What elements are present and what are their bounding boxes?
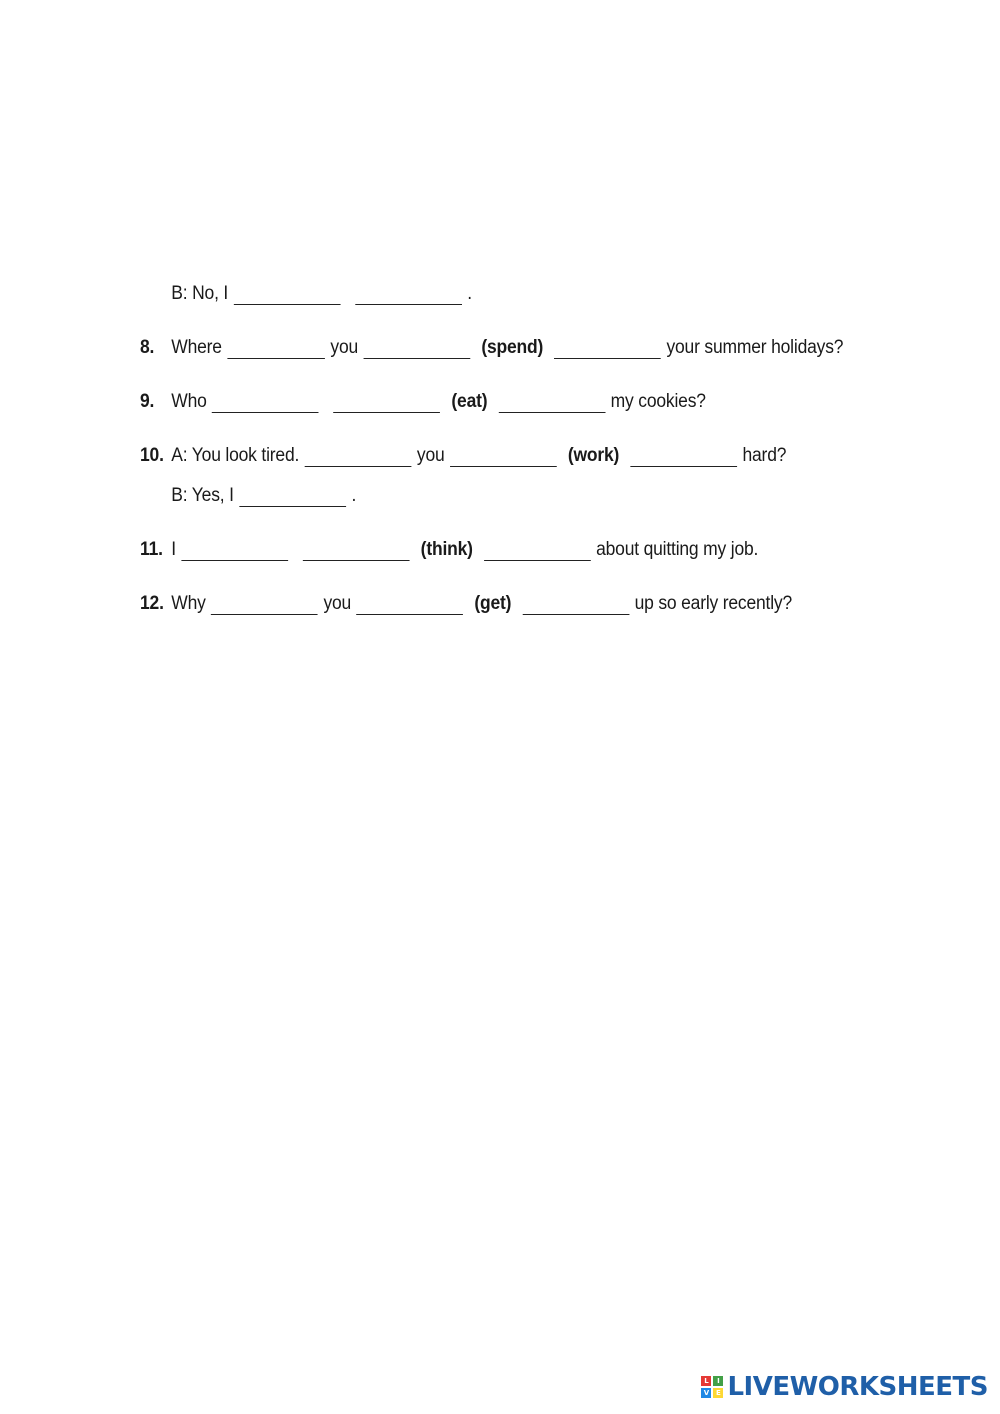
- q10-word3: hard?: [742, 445, 787, 466]
- blank-q10-2[interactable]: [450, 442, 557, 467]
- answer-line-b7: [140, 275, 472, 305]
- blank-q12-2[interactable]: [357, 590, 464, 615]
- q8-verb-hint: (spend): [481, 337, 544, 358]
- blank-q10-3[interactable]: [630, 442, 737, 467]
- q12-word3: up so early recently?: [634, 593, 793, 614]
- blank-q11-1[interactable]: [181, 536, 288, 561]
- question-number: 9.: [140, 391, 155, 412]
- question-11: [140, 531, 758, 561]
- blank-b10-1[interactable]: [239, 482, 346, 507]
- q8-word2: you: [330, 337, 359, 358]
- liveworksheets-icon: [701, 1376, 723, 1398]
- blank-q11-3[interactable]: [484, 536, 591, 561]
- line-b7-end: .: [467, 283, 472, 304]
- blank-q12-1[interactable]: [211, 590, 318, 615]
- q11-verb-hint: (think): [420, 539, 473, 560]
- q8-word1: Where: [171, 337, 222, 358]
- brand-name: LIVEWORKSHEETS: [727, 1372, 988, 1402]
- blank-q8-1[interactable]: [227, 334, 325, 359]
- q12-word2: you: [323, 593, 352, 614]
- q12-verb-hint: (get): [474, 593, 512, 614]
- q8-word3: your summer holidays?: [666, 337, 844, 358]
- blank-q8-3[interactable]: [554, 334, 661, 359]
- line-b7-prefix: B: No, I: [171, 283, 229, 304]
- blank-q11-2[interactable]: [303, 536, 410, 561]
- question-8: [140, 329, 843, 359]
- blank-q9-1[interactable]: [212, 388, 319, 413]
- logo-letter-e: E: [713, 1388, 723, 1398]
- line-b10-prefix: B: Yes, I: [171, 485, 234, 506]
- question-number: 8.: [140, 337, 155, 358]
- blank-q12-3[interactable]: [522, 590, 629, 615]
- q10-verb-hint: (work): [567, 445, 620, 466]
- q12-word1: Why: [171, 593, 206, 614]
- blank-b7-1[interactable]: [234, 280, 341, 305]
- question-number: 10.: [140, 445, 164, 466]
- line-b10-end: .: [351, 485, 357, 506]
- logo-letter-i: I: [713, 1376, 723, 1386]
- liveworksheets-logo[interactable]: [701, 1372, 988, 1402]
- question-12: [140, 585, 792, 615]
- blank-b7-2[interactable]: [355, 280, 462, 305]
- q10-word2: you: [416, 445, 445, 466]
- question-10: [140, 437, 786, 467]
- q11-word2: about quitting my job.: [596, 539, 759, 560]
- q10-word1: A: You look tired.: [171, 445, 300, 466]
- q9-verb-hint: (eat): [451, 391, 488, 412]
- q11-word1: I: [171, 539, 176, 560]
- blank-q8-2[interactable]: [364, 334, 471, 359]
- logo-letter-l: L: [701, 1376, 711, 1386]
- question-9: [140, 383, 706, 413]
- blank-q9-3[interactable]: [498, 388, 605, 413]
- q9-word1: Who: [171, 391, 207, 412]
- question-number: 12.: [140, 593, 164, 614]
- question-number: 11.: [140, 539, 163, 560]
- blank-q9-2[interactable]: [334, 388, 441, 413]
- blank-q10-1[interactable]: [305, 442, 412, 467]
- q9-word2: my cookies?: [610, 391, 706, 412]
- logo-letter-v: V: [701, 1388, 711, 1398]
- answer-line-b10: [140, 477, 356, 507]
